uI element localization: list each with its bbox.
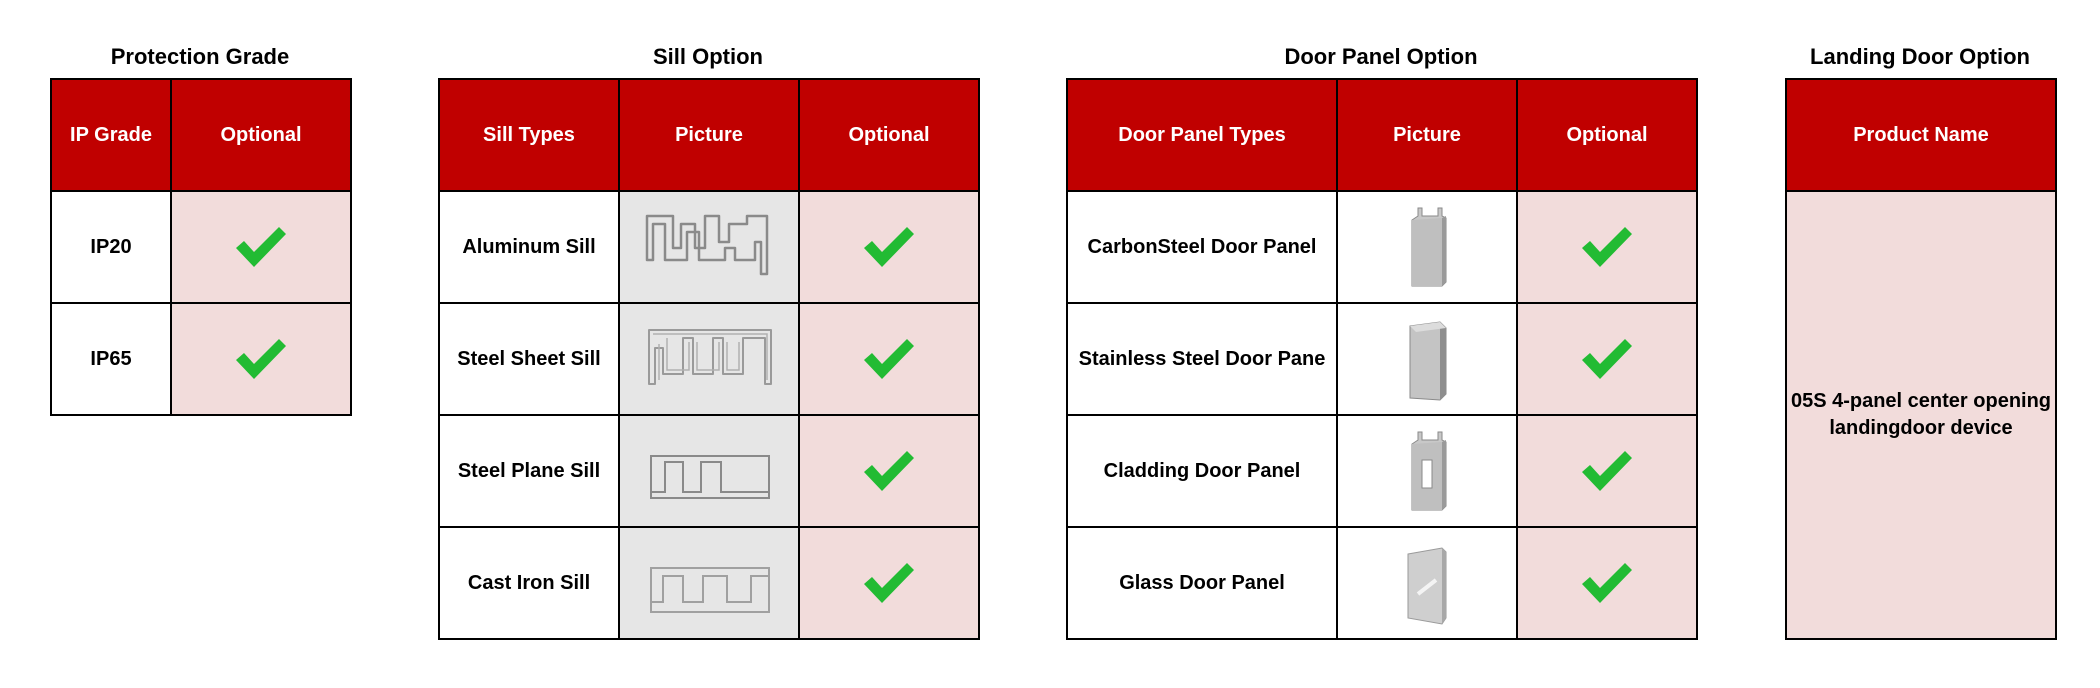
sill-type-cell: Cast Iron Sill <box>439 527 619 639</box>
sill-types-header: Sill Types <box>439 79 619 191</box>
picture-cell <box>619 191 799 303</box>
picture-cell <box>619 303 799 415</box>
check-icon <box>861 224 917 270</box>
picture-cell <box>619 527 799 639</box>
door-panel-type-cell: Glass Door Panel <box>1067 527 1337 639</box>
table-row <box>439 415 979 527</box>
table-header-row <box>1067 79 1697 191</box>
picture-cell <box>1337 191 1517 303</box>
table-row <box>1786 191 2056 639</box>
cladding-panel-icon <box>1392 426 1462 516</box>
door-panel-option-title: Door Panel Option <box>1284 44 1478 69</box>
check-icon <box>1579 224 1635 270</box>
optional-cell <box>1517 303 1697 415</box>
check-icon <box>1579 448 1635 494</box>
table-row <box>439 527 979 639</box>
ip-grade-header: IP Grade <box>51 79 171 191</box>
check-icon <box>861 448 917 494</box>
cast-iron-sill-profile-icon <box>639 538 779 628</box>
optional-cell <box>1517 527 1697 639</box>
optional-cell <box>799 303 979 415</box>
optional-cell <box>171 191 351 303</box>
door-panel-type-cell: CarbonSteel Door Panel <box>1067 191 1337 303</box>
optional-cell <box>799 191 979 303</box>
table-header-row <box>1786 79 2056 191</box>
table-row <box>51 191 351 303</box>
sill-type-cell: Aluminum Sill <box>439 191 619 303</box>
table-row <box>439 303 979 415</box>
ip-grade-cell: IP65 <box>51 303 171 415</box>
protection-grade-table <box>50 78 352 416</box>
check-icon <box>233 224 289 270</box>
sill-option-title: Sill Option <box>653 44 763 69</box>
optional-cell <box>171 303 351 415</box>
optional-header: Optional <box>1517 79 1697 191</box>
check-icon <box>233 336 289 382</box>
product-name-cell: 05S 4-panel center opening landingdoor device <box>1786 191 2056 639</box>
sill-type-cell: Steel Plane Sill <box>439 415 619 527</box>
picture-cell <box>1337 527 1517 639</box>
door-panel-type-cell: Cladding Door Panel <box>1067 415 1337 527</box>
door-panel-types-header: Door Panel Types <box>1067 79 1337 191</box>
picture-header: Picture <box>619 79 799 191</box>
picture-cell <box>1337 415 1517 527</box>
glass-panel-icon <box>1392 538 1462 628</box>
door-panel-type-cell: Stainless Steel Door Pane <box>1067 303 1337 415</box>
table-row <box>1067 191 1697 303</box>
sill-option-table <box>438 78 980 640</box>
carbon-steel-panel-icon <box>1392 202 1462 292</box>
picture-header: Picture <box>1337 79 1517 191</box>
check-icon <box>861 336 917 382</box>
check-icon <box>861 560 917 606</box>
table-header-row <box>439 79 979 191</box>
protection-grade-title: Protection Grade <box>110 44 290 69</box>
check-icon <box>1579 336 1635 382</box>
table-row <box>1067 303 1697 415</box>
product-name-header: Product Name <box>1786 79 2056 191</box>
check-icon <box>1579 560 1635 606</box>
table-row <box>439 191 979 303</box>
table-row <box>1067 415 1697 527</box>
stainless-steel-panel-icon <box>1392 314 1462 404</box>
optional-cell <box>1517 415 1697 527</box>
aluminum-sill-profile-icon <box>639 202 779 292</box>
ip-grade-cell: IP20 <box>51 191 171 303</box>
picture-cell <box>619 415 799 527</box>
sill-type-cell: Steel Sheet Sill <box>439 303 619 415</box>
table-header-row <box>51 79 351 191</box>
landing-door-option-table <box>1785 78 2057 640</box>
optional-cell <box>799 415 979 527</box>
steel-plane-sill-profile-icon <box>639 426 779 516</box>
table-row <box>1067 527 1697 639</box>
picture-cell <box>1337 303 1517 415</box>
table-row <box>51 303 351 415</box>
optional-header: Optional <box>799 79 979 191</box>
landing-door-option-title: Landing Door Option <box>1810 44 2030 69</box>
optional-cell <box>1517 191 1697 303</box>
optional-cell <box>799 527 979 639</box>
door-panel-option-table <box>1066 78 1698 640</box>
optional-header: Optional <box>171 79 351 191</box>
steel-sheet-sill-profile-icon <box>639 314 779 404</box>
